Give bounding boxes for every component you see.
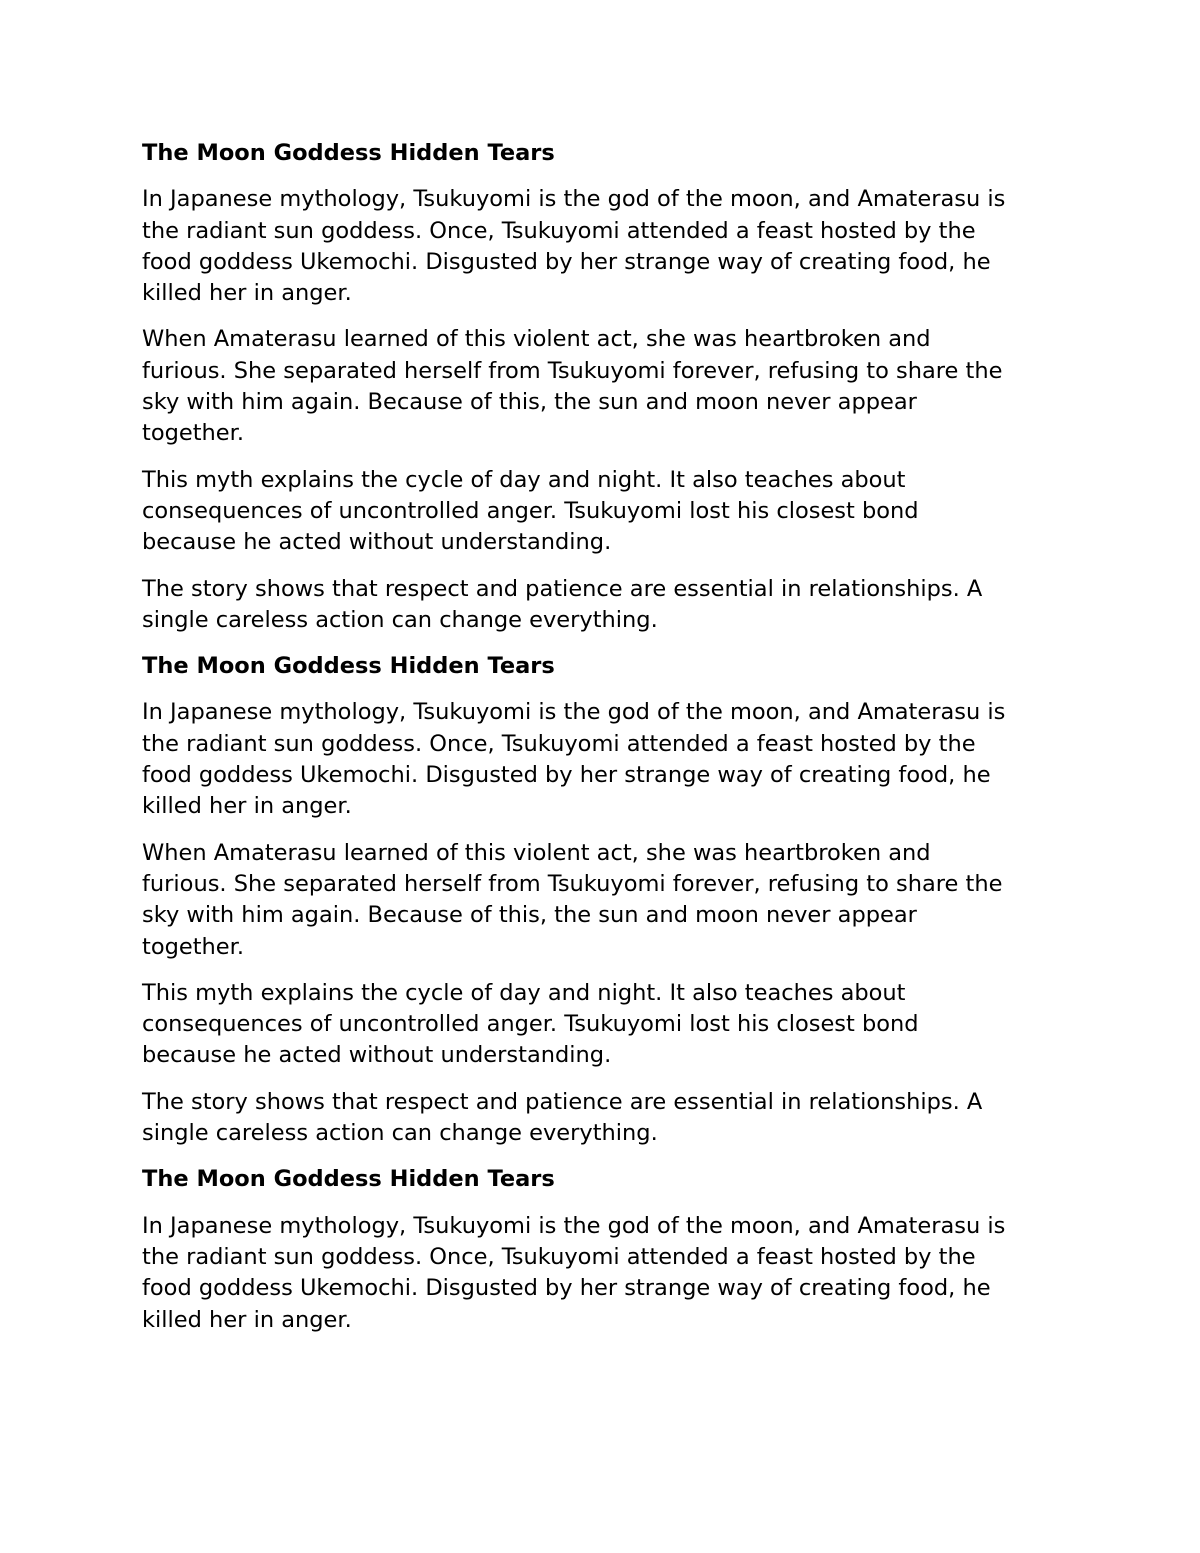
paragraph: When Amaterasu learned of this violent act, she was heartbroken and furious. She separated herself from Tsukuyomi forever, refusing to share the sky with him again. Because of this, the sun and moon never appear together. bbox=[142, 326, 1003, 447]
paragraph: In Japanese mythology, Tsukuyomi is the god of the moon, and Amaterasu is the radiant sun goddess. Once, Tsukuyomi attended a feast hosted by the food goddess Ukemochi. Disgusted by her strange way of creating food, he killed her in anger. bbox=[142, 186, 1006, 307]
section-heading: The Moon Goddess Hidden Tears bbox=[142, 653, 555, 680]
story-section bbox=[142, 651, 1062, 1149]
section-heading: The Moon Goddess Hidden Tears bbox=[142, 1166, 555, 1193]
paragraph: When Amaterasu learned of this violent act, she was heartbroken and furious. She separated herself from Tsukuyomi forever, refusing to share the sky with him again. Because of this, the sun and moon never appear together. bbox=[142, 839, 1003, 960]
story-section bbox=[142, 138, 1062, 636]
paragraph: The story shows that respect and patience are essential in relationships. A single careless action can change everything. bbox=[142, 575, 983, 633]
paragraph: In Japanese mythology, Tsukuyomi is the god of the moon, and Amaterasu is the radiant sun goddess. Once, Tsukuyomi attended a feast hosted by the food goddess Ukemochi. Disgusted by her strange way of creating food, he killed her in anger. bbox=[142, 1212, 1006, 1333]
paragraph: The story shows that respect and patience are essential in relationships. A single careless action can change everything. bbox=[142, 1088, 983, 1147]
section-heading: The Moon Goddess Hidden Tears bbox=[142, 140, 555, 166]
document-body bbox=[142, 138, 1062, 1351]
paragraph: This myth explains the cycle of day and night. It also teaches about consequences of uncontrolled anger. Tsukuyomi lost his closest bond because he acted without understanding. bbox=[142, 979, 919, 1069]
story-section bbox=[142, 1164, 1062, 1335]
paragraph: This myth explains the cycle of day and night. It also teaches about consequences of uncontrolled anger. Tsukuyomi lost his closest bond because he acted without understanding. bbox=[142, 466, 919, 556]
paragraph: In Japanese mythology, Tsukuyomi is the god of the moon, and Amaterasu is the radiant sun goddess. Once, Tsukuyomi attended a feast hosted by the food goddess Ukemochi. Disgusted by her strange way of creating food, he killed her in anger. bbox=[142, 699, 1006, 820]
